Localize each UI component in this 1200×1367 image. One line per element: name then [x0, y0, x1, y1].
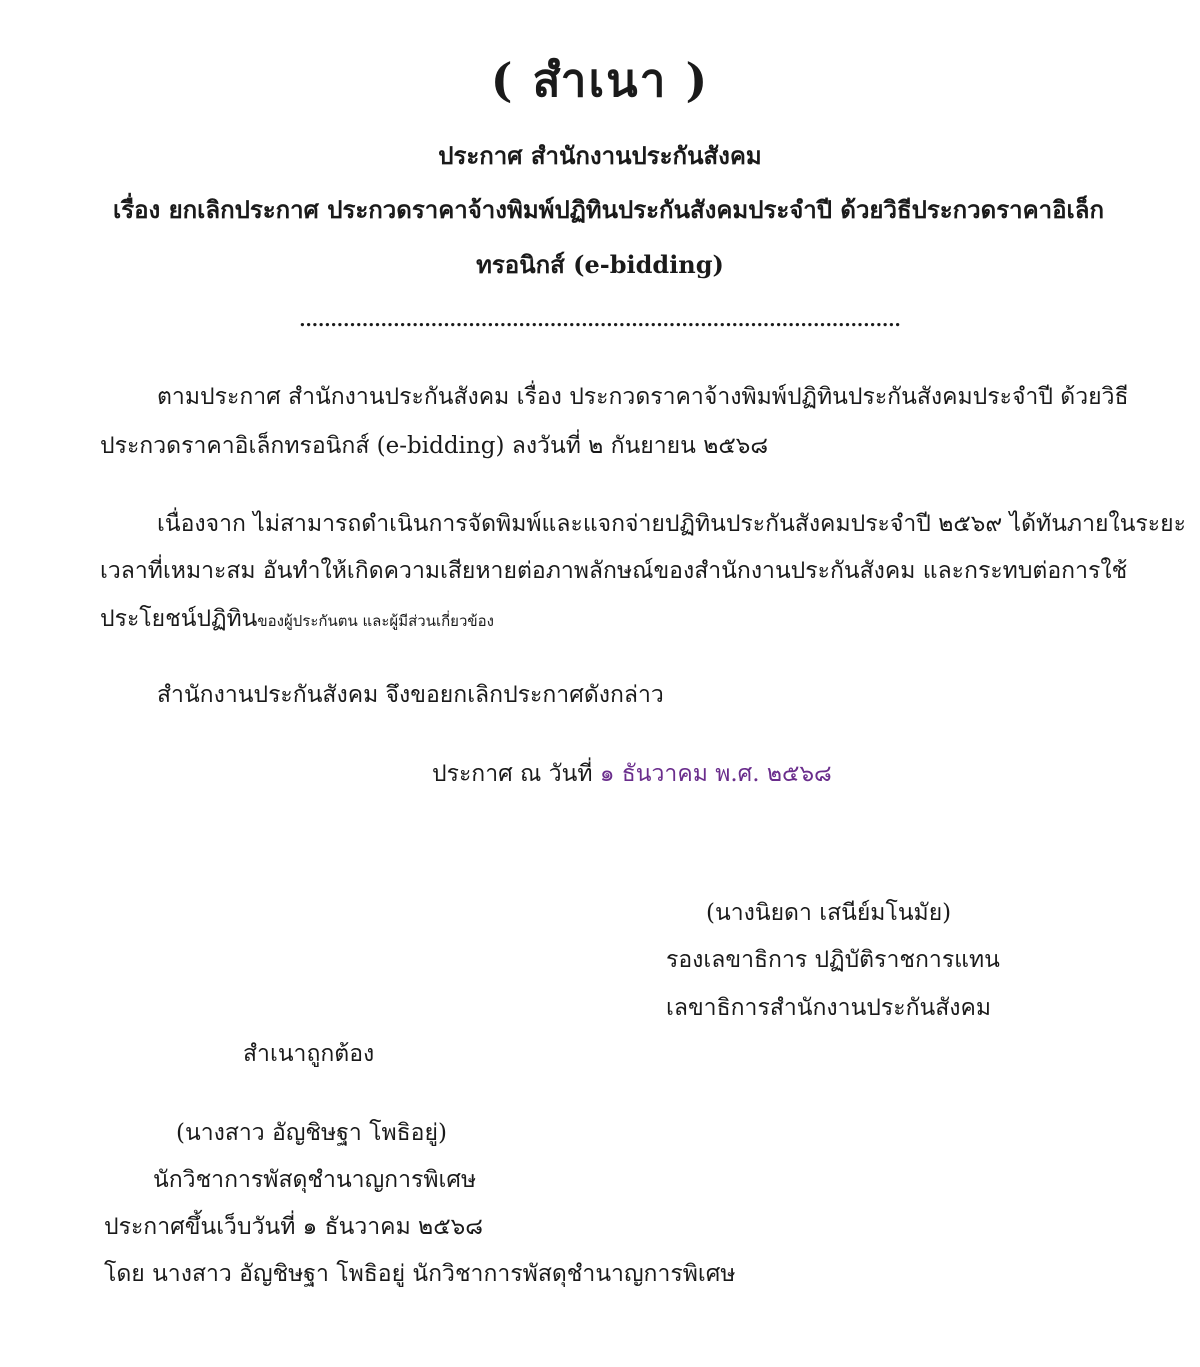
announce-date-value: ๑ ธันวาคม พ.ศ. ๒๕๖๘ — [599, 761, 832, 787]
paragraph-reason-line1: เนื่องจาก ไม่สามารถดำเนินการจัดพิมพ์และแจกจ่ายปฏิทินประกันสังคมประจำปี ๒๕๖๙ ได้ทันภายในระยะ — [157, 511, 1186, 537]
announcement-subject-line2: ทรอนิกส์ (e-bidding) — [476, 250, 724, 279]
paragraph-cancellation: สำนักงานประกันสังคม จึงขอยกเลิกประกาศดังกล่าว — [157, 682, 664, 708]
announcement-subject-line1: เรื่อง ยกเลิกประกาศ ประกวดราคาจ้างพิมพ์ปฏิทินประกันสังคมประจำปี ด้วยวิธีประกวดราคาอิเล็ก — [113, 195, 1104, 224]
posted-by: โดย นางสาว อัญชิษฐา โพธิอยู่ นักวิชาการพัสดุชำนาญการพิเศษ — [104, 1261, 736, 1287]
copy-mark: ( สำเนา ) — [490, 53, 710, 107]
announce-date — [432, 759, 832, 789]
signer-title-1: รองเลขาธิการ ปฏิบัติราชการแทน — [666, 947, 1000, 973]
announcement-issuer: ประกาศ สำนักงานประกันสังคม — [438, 141, 762, 170]
signer-title-2: เลขาธิการสำนักงานประกันสังคม — [666, 995, 992, 1021]
certified-copy-label: สำเนาถูกต้อง — [243, 1041, 375, 1067]
paragraph-reason-line3-small: ของผู้ประกันตน และผู้มีส่วนเกี่ยวข้อง — [257, 612, 494, 630]
signer-name: (นางนิยดา เสนีย์มโนมัย) — [706, 900, 952, 926]
announce-date-prefix: ประกาศ ณ วันที่ — [432, 761, 600, 787]
paragraph-reason-line3 — [100, 604, 494, 636]
certifier-name: (นางสาว อัญชิษฐา โพธิอยู่) — [176, 1120, 447, 1146]
paragraph-reason-line3-main: ประโยชน์ปฏิทิน — [100, 606, 258, 632]
paragraph-reason-line2: เวลาที่เหมาะสม อันทำให้เกิดความเสียหายต่อภาพลักษณ์ของสำนักงานประกันสังคม และกระทบต่อการใช้ — [100, 558, 1128, 584]
paragraph-reference-line2: ประกวดราคาอิเล็กทรอนิกส์ (e-bidding) ลงวันที่ ๒ กันยายน ๒๕๖๘ — [100, 433, 769, 459]
certifier-position: นักวิชาการพัสดุชำนาญการพิเศษ — [153, 1167, 477, 1193]
paragraph-reference-line1: ตามประกาศ สำนักงานประกันสังคม เรื่อง ประกวดราคาจ้างพิมพ์ปฏิทินประกันสังคมประจำปี ด้วยวิธี — [157, 384, 1129, 410]
web-posted-date: ประกาศขึ้นเว็บวันที่ ๑ ธันวาคม ๒๕๖๘ — [104, 1214, 483, 1240]
separator-dots: ................................................................................................ — [299, 310, 901, 331]
